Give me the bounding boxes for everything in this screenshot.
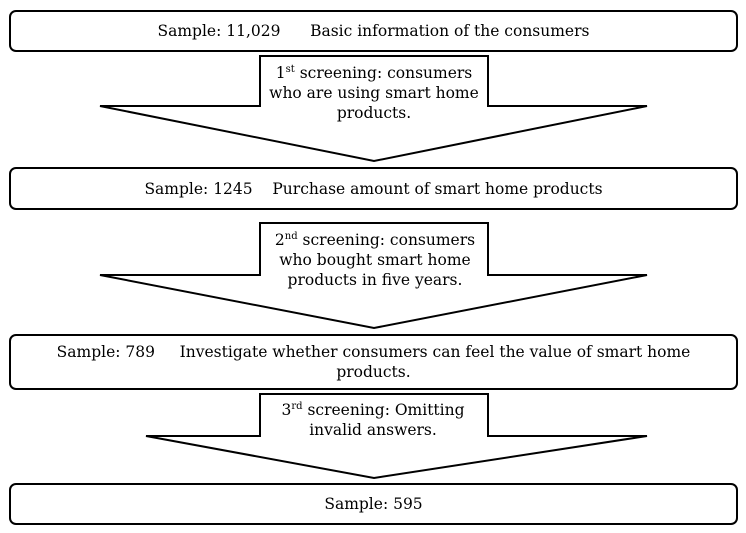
sample-count-3: Sample: 789 [56, 343, 155, 361]
step-box-4 [9, 483, 738, 525]
step-box-2 [9, 167, 738, 210]
screening-label-1: 1st screening: consumers who are using smart home products. [269, 64, 479, 122]
sample-count-1: Sample: 11,029 [157, 22, 281, 40]
step-description-1: Basic information of the consumers [310, 22, 590, 40]
sample-count-2: Sample: 1245 [144, 179, 253, 198]
step-description-2: Purchase amount of smart home products [272, 179, 603, 198]
screening-label-3: 3rd screening: Omitting invalid answers. [281, 401, 465, 439]
sample-count-4: Sample: 595 [324, 495, 423, 513]
screening-label-2: 2nd screening: consumers who bought smart home products in five years. [274, 231, 476, 289]
step-box-3 [9, 334, 738, 390]
step-box-1 [9, 10, 738, 52]
step-description-3: Investigate whether consumers can feel the value of smart home products. [179, 343, 691, 381]
